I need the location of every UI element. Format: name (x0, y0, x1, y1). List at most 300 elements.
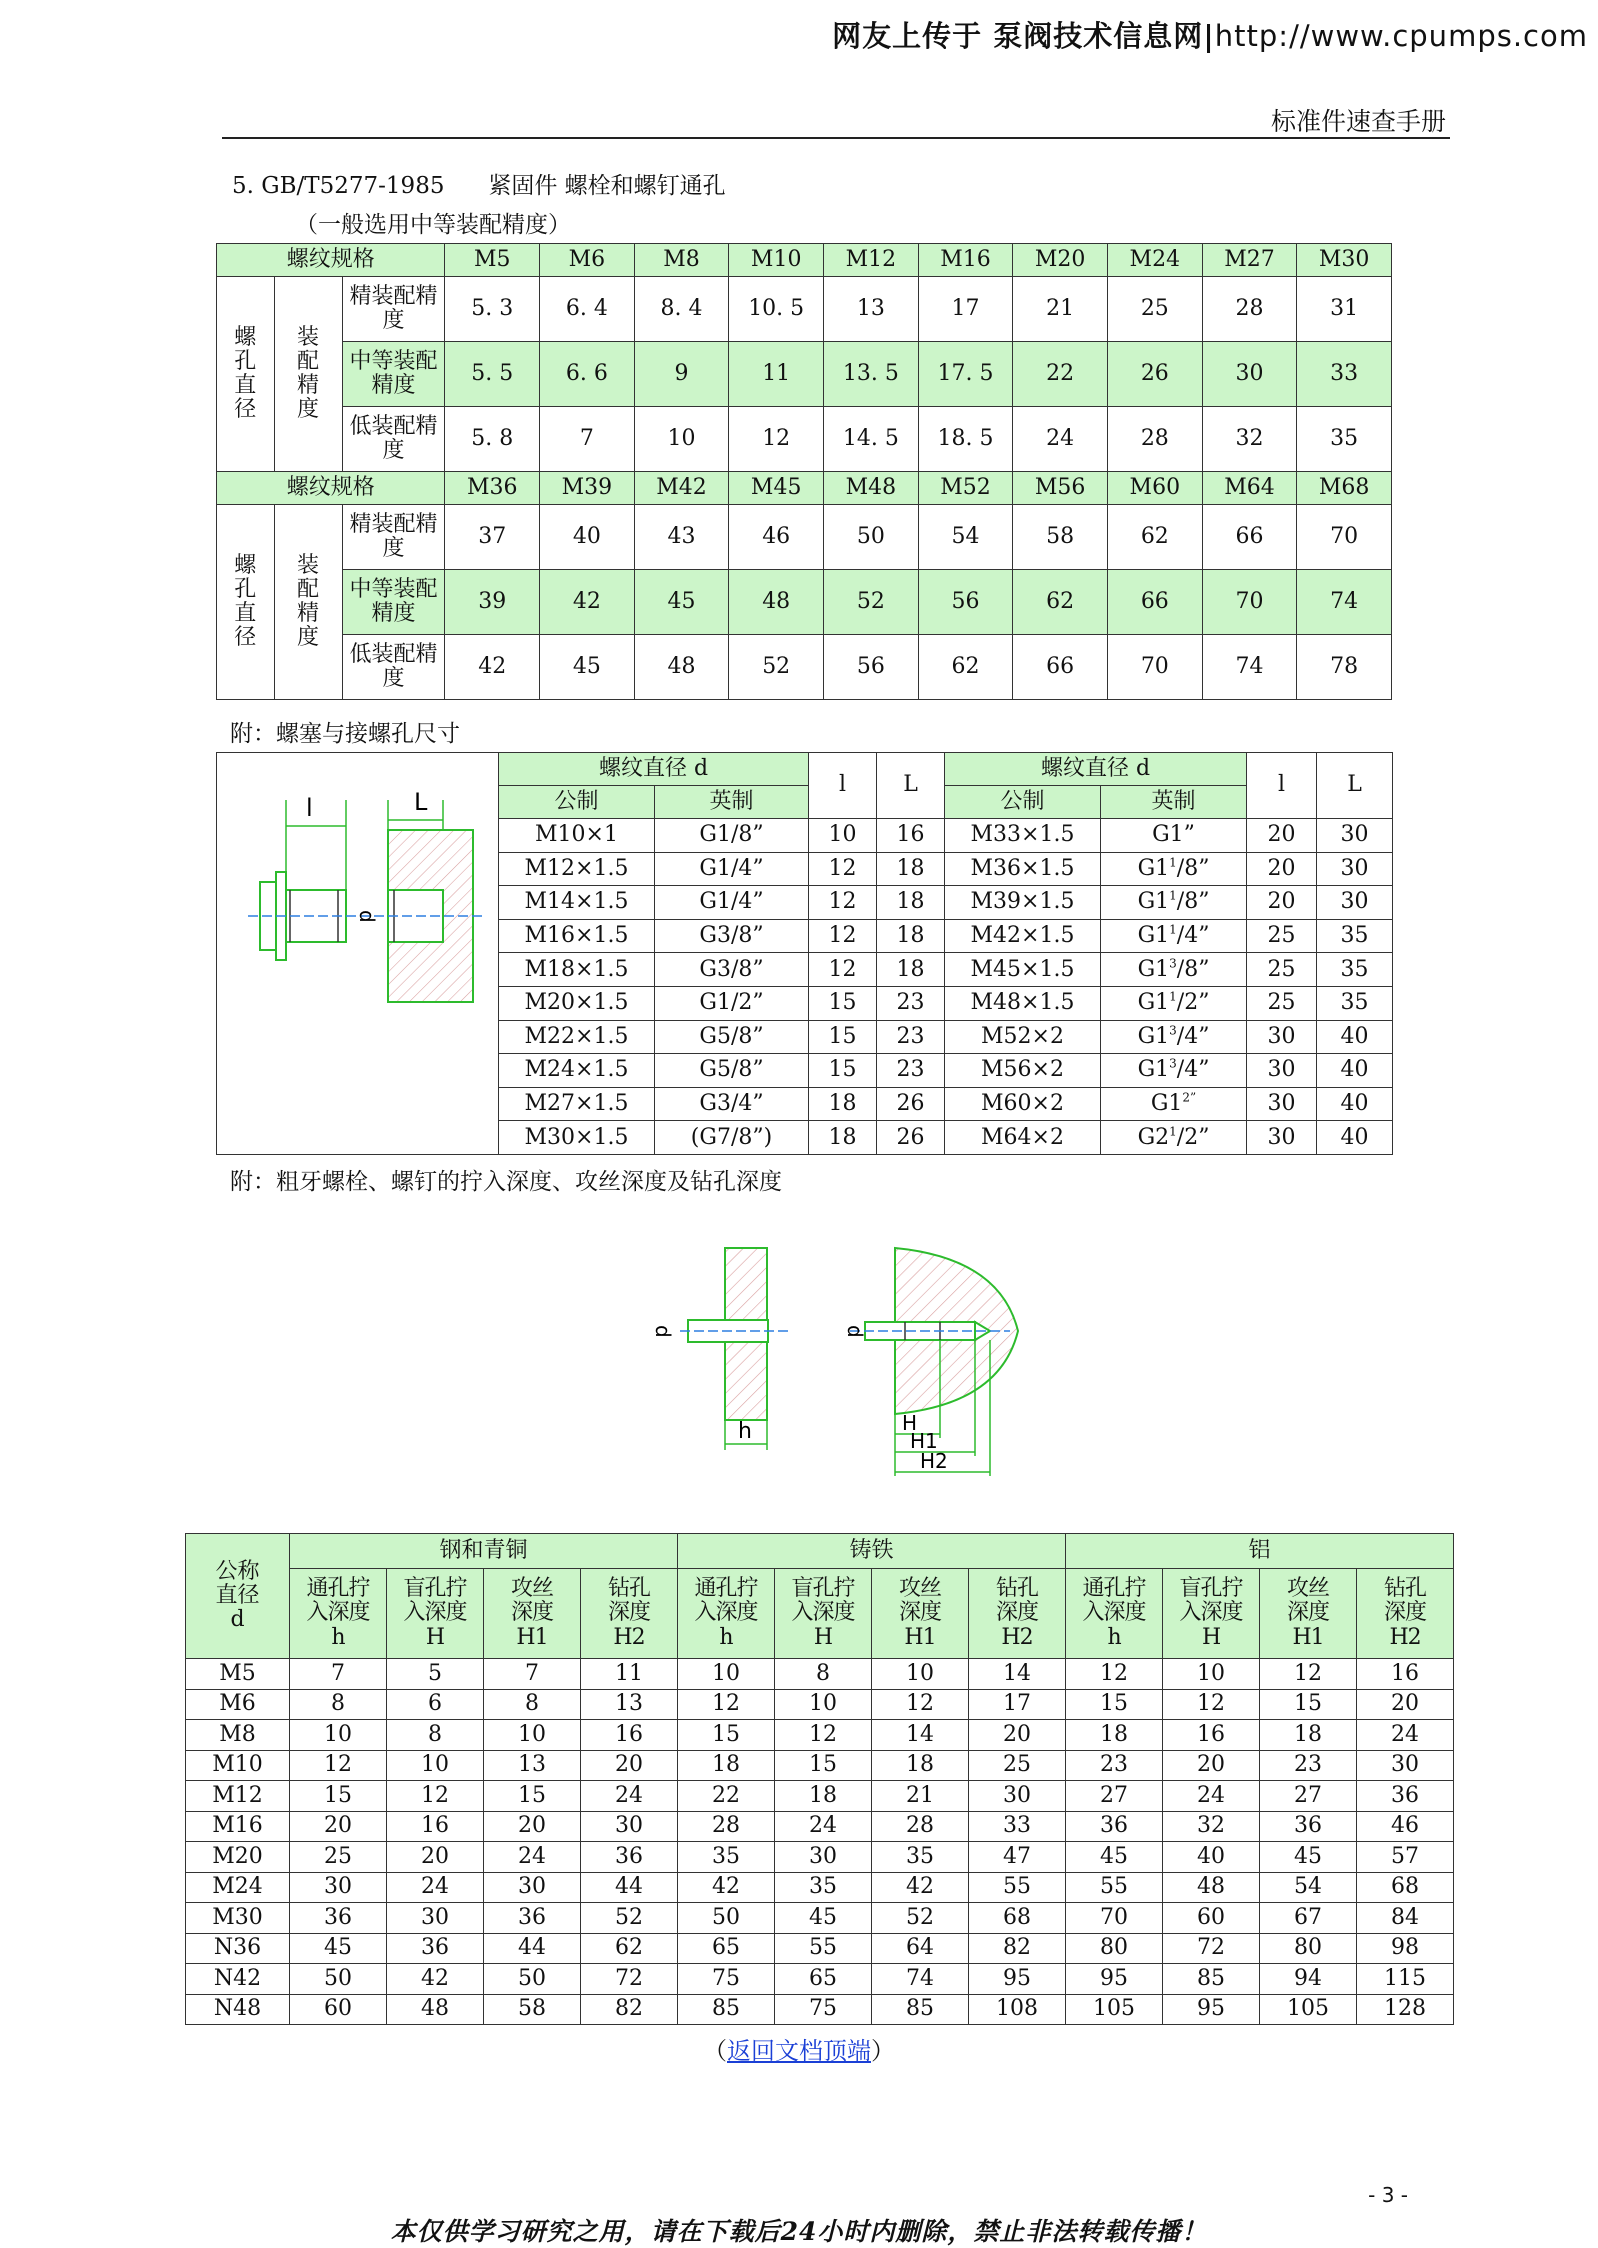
hole-value-cell: 74 (1297, 570, 1392, 635)
depth-subheader (1066, 1569, 1163, 1659)
hole-value-cell: 66 (1013, 635, 1108, 700)
depth-subheader-char: 通孔拧 (694, 1576, 758, 1602)
depth-value-cell: 30 (484, 1872, 581, 1903)
depth-value-cell: 28 (872, 1811, 969, 1842)
depth-value-cell: 20 (1357, 1689, 1454, 1720)
depth-value-cell: 24 (1357, 1720, 1454, 1751)
table-row (186, 1964, 1454, 1995)
spec-cell: M5 (445, 244, 540, 277)
fit-accuracy-label (274, 277, 342, 472)
hole-value-cell: 37 (445, 505, 540, 570)
through-hole-plate-drawing (680, 1248, 790, 1450)
depth-subheader (581, 1569, 678, 1659)
imperial-fraction-sup: 3 (1169, 956, 1177, 971)
depth-subheader-char: 入深度 (791, 1600, 855, 1626)
table-row (186, 1534, 1454, 1569)
imperial-cell: G1/8” (655, 819, 809, 853)
spec-cell: M8 (634, 244, 729, 277)
depth-value-cell: 17 (969, 1689, 1066, 1720)
table-row (186, 1903, 1454, 1934)
depth-value-cell: 57 (1357, 1842, 1454, 1873)
depth-value-cell: 24 (1163, 1781, 1260, 1812)
imperial-header: 英制 (1101, 786, 1247, 819)
L-cell: 30 (1317, 852, 1393, 886)
handbook-title: 标准件速查手册 (1270, 107, 1446, 136)
fig-label-H1: H1 (910, 1429, 938, 1453)
depth-subheader-char: H2 (1001, 1624, 1033, 1650)
hole-diameter-label-char: 螺 (234, 324, 257, 350)
depth-note: 附：粗牙螺栓、螺钉的拧入深度、攻丝深度及钻孔深度 (230, 1169, 782, 1195)
depth-value-cell: 10 (775, 1689, 872, 1720)
table-row (217, 505, 1392, 570)
imperial-cell (1101, 819, 1247, 853)
depth-value-cell: 55 (1066, 1872, 1163, 1903)
table-row (186, 1569, 1454, 1659)
imperial-cell: G1/4” (655, 886, 809, 920)
depth-subheader-char: 深度 (1287, 1600, 1330, 1626)
depth-value-cell: 10 (484, 1720, 581, 1751)
metric-header: 公制 (945, 786, 1101, 819)
hole-value-cell: 32 (1202, 407, 1297, 472)
imperial-base: G1 (1137, 855, 1170, 881)
table-row (186, 1842, 1454, 1873)
spec-label: 螺纹规格 (217, 244, 445, 277)
depth-subheader-char: 钻孔 (1384, 1576, 1427, 1602)
metric-cell: M56×2 (945, 1054, 1101, 1088)
depth-subheader (872, 1569, 969, 1659)
depth-value-cell: 20 (1163, 1750, 1260, 1781)
depth-value-cell: 44 (484, 1933, 581, 1964)
hole-value-cell: 18. 5 (918, 407, 1013, 472)
depth-value-cell: 12 (387, 1781, 484, 1812)
l-cell: 15 (809, 1054, 877, 1088)
depth-value-cell: 85 (1163, 1964, 1260, 1995)
spec-cell: M42 (634, 472, 729, 505)
depth-value-cell: 24 (581, 1781, 678, 1812)
table-row (217, 635, 1392, 700)
fit-accuracy-label-char: 精 (297, 373, 320, 398)
depth-value-cell: 25 (290, 1842, 387, 1873)
hole-value-cell: 66 (1107, 570, 1202, 635)
L-cell: 18 (877, 852, 945, 886)
depth-value-cell: 18 (775, 1781, 872, 1812)
depth-value-cell: 18 (678, 1750, 775, 1781)
depth-value-cell: 72 (1163, 1933, 1260, 1964)
fig-label-H: H (902, 1411, 918, 1435)
imperial-cell: (G7/8”) (655, 1121, 809, 1155)
depth-subheader (1260, 1569, 1357, 1659)
hole-diameter-label-char: 孔 (234, 348, 257, 374)
imperial-header: 英制 (655, 786, 809, 819)
depth-value-cell: 10 (290, 1720, 387, 1751)
hole-value-cell: 46 (729, 505, 824, 570)
thread-dia-header: 螺纹直径 d (945, 753, 1247, 786)
depth-value-cell: 12 (678, 1689, 775, 1720)
metric-cell: M33×1.5 (945, 819, 1101, 853)
fit-accuracy-label-char: 度 (297, 625, 320, 651)
metric-header: 公制 (499, 786, 655, 819)
fit-accuracy-label (274, 505, 342, 700)
metric-cell: M27×1.5 (499, 1087, 655, 1121)
depth-value-cell: 60 (290, 1994, 387, 2025)
hole-value-cell: 70 (1297, 505, 1392, 570)
depth-subheader-char: h (331, 1624, 345, 1650)
depth-value-cell: 50 (678, 1903, 775, 1934)
hole-value-cell: 70 (1202, 570, 1297, 635)
imperial-cell (1101, 1054, 1247, 1088)
depth-value-cell: 75 (678, 1964, 775, 1995)
table-row (217, 277, 1392, 342)
return-paren-open: （ (703, 2037, 727, 2065)
depth-value-cell: 20 (484, 1811, 581, 1842)
plug-figure (218, 760, 498, 1140)
return-to-top-link[interactable]: 返回文档顶端 (727, 2037, 871, 2065)
depth-value-cell: 16 (1163, 1720, 1260, 1751)
depth-subheader-char: 攻丝 (1287, 1576, 1330, 1602)
depth-value-cell: 98 (1357, 1933, 1454, 1964)
depth-value-cell: 36 (1260, 1811, 1357, 1842)
spec-cell: M36 (445, 472, 540, 505)
hole-value-cell: 62 (1013, 570, 1108, 635)
depth-value-cell: 20 (581, 1750, 678, 1781)
depth-value-cell: 47 (969, 1842, 1066, 1873)
depth-value-cell: 30 (581, 1811, 678, 1842)
l-cell: 12 (809, 852, 877, 886)
depth-value-cell: 12 (290, 1750, 387, 1781)
hole-value-cell: 5. 8 (445, 407, 540, 472)
table-row (186, 1811, 1454, 1842)
depth-value-cell: 6 (387, 1689, 484, 1720)
depth-value-cell: 95 (1163, 1994, 1260, 2025)
imperial-fraction-sup: 1 (1169, 889, 1177, 904)
table-row (217, 407, 1392, 472)
hole-value-cell: 14. 5 (824, 407, 919, 472)
depth-value-cell: 68 (1357, 1872, 1454, 1903)
L-cell: 16 (877, 819, 945, 853)
metric-cell: M14×1.5 (499, 886, 655, 920)
depth-value-cell: 48 (387, 1994, 484, 2025)
hole-diameter-label-char: 直 (234, 373, 257, 398)
spec-label: 螺纹规格 (217, 472, 445, 505)
depth-value-cell: 68 (969, 1903, 1066, 1934)
depth-value-cell: 60 (1163, 1903, 1260, 1934)
l-cell: 10 (809, 819, 877, 853)
spec-cell: M56 (1013, 472, 1108, 505)
L-cell: 23 (877, 1020, 945, 1054)
imperial-base: G1 (1150, 1090, 1183, 1116)
depth-value-cell: 20 (387, 1842, 484, 1873)
imperial-base: G2 (1137, 1124, 1170, 1150)
imperial-base: G1” (1152, 822, 1195, 848)
hole-value-cell: 39 (445, 570, 540, 635)
depth-value-cell: 45 (775, 1903, 872, 1934)
imperial-base: G1 (1137, 889, 1170, 915)
nominal-diameter-cell: M6 (186, 1689, 290, 1720)
depth-subheader-char: h (1107, 1624, 1121, 1650)
hole-value-cell: 45 (634, 570, 729, 635)
depth-value-cell: 32 (1163, 1811, 1260, 1842)
l-cell: 20 (1247, 819, 1317, 853)
depth-subheader-char: 通孔拧 (1082, 1576, 1146, 1602)
depth-value-cell: 48 (1163, 1872, 1260, 1903)
metric-cell: M48×1.5 (945, 986, 1101, 1020)
nominal-diameter-header-char: 直径 (215, 1582, 260, 1608)
depth-value-cell: 28 (678, 1811, 775, 1842)
depth-value-cell: 30 (1357, 1750, 1454, 1781)
depth-value-cell: 24 (387, 1872, 484, 1903)
imperial-cell: G3/8” (655, 919, 809, 953)
plug-note: 附：螺塞与接螺孔尺寸 (230, 721, 460, 747)
hole-diameter-label (217, 277, 275, 472)
depth-value-cell: 7 (290, 1659, 387, 1690)
material-group-header: 铝 (1066, 1534, 1454, 1569)
depth-value-cell: 46 (1357, 1811, 1454, 1842)
depth-subheader-char: 攻丝 (510, 1576, 553, 1602)
metric-cell: M16×1.5 (499, 919, 655, 953)
depth-value-cell: 23 (1260, 1750, 1357, 1781)
depth-value-cell: 80 (1066, 1933, 1163, 1964)
plug-size-table (216, 752, 1393, 1155)
fit-label: 精装配精度 (342, 277, 445, 342)
depth-value-cell: 10 (1163, 1659, 1260, 1690)
depth-subheader (1163, 1569, 1260, 1659)
nominal-diameter-cell: M20 (186, 1842, 290, 1873)
fit-accuracy-label-char: 配 (297, 348, 320, 374)
L-cell: 18 (877, 919, 945, 953)
hole-value-cell: 48 (729, 570, 824, 635)
hole-value-cell: 70 (1107, 635, 1202, 700)
imperial-base: G1 (1137, 1023, 1170, 1049)
depth-value-cell: 55 (969, 1872, 1066, 1903)
depth-subheader (484, 1569, 581, 1659)
hole-value-cell: 45 (540, 635, 635, 700)
section-title: 5. GB/T5277-1985 紧固件 螺栓和螺钉通孔 (232, 173, 726, 199)
L-cell: 30 (1317, 886, 1393, 920)
hole-value-cell: 50 (824, 505, 919, 570)
depth-value-cell: 35 (872, 1842, 969, 1873)
table-row (217, 570, 1392, 635)
table-row (186, 1781, 1454, 1812)
depth-value-cell: 45 (1260, 1842, 1357, 1873)
depth-value-cell: 24 (775, 1811, 872, 1842)
table-row (186, 1994, 1454, 2025)
imperial-cell (1101, 1020, 1247, 1054)
depth-subheader-char: 盲孔拧 (403, 1576, 467, 1602)
depth-value-cell: 84 (1357, 1903, 1454, 1934)
hole-diameter-label-char: 径 (234, 625, 257, 651)
l-cell: 30 (1247, 1121, 1317, 1155)
return-line (0, 2031, 1598, 2066)
depth-value-cell: 67 (1260, 1903, 1357, 1934)
fig-label-h: h (738, 1419, 752, 1444)
fit-label: 中等装配精度 (342, 342, 445, 407)
spec-cell: M64 (1202, 472, 1297, 505)
depth-value-cell: 21 (872, 1781, 969, 1812)
depth-value-cell: 52 (872, 1903, 969, 1934)
L-cell: 35 (1317, 919, 1393, 953)
metric-cell: M22×1.5 (499, 1020, 655, 1054)
depth-subheader-char: 深度 (510, 1600, 553, 1626)
imperial-cell (1101, 953, 1247, 987)
depth-value-cell: 72 (581, 1964, 678, 1995)
nominal-diameter-cell: M5 (186, 1659, 290, 1690)
hole-value-cell: 33 (1297, 342, 1392, 407)
depth-subheader-char: 入深度 (694, 1600, 758, 1626)
depth-value-cell: 5 (387, 1659, 484, 1690)
return-paren-close: ） (871, 2037, 895, 2065)
l-cell: 30 (1247, 1020, 1317, 1054)
spec-cell: M16 (918, 244, 1013, 277)
spec-cell: M48 (824, 472, 919, 505)
hole-value-cell: 7 (540, 407, 635, 472)
depth-value-cell: 18 (1260, 1720, 1357, 1751)
spec-cell: M45 (729, 472, 824, 505)
imperial-base: G1 (1137, 990, 1170, 1016)
hole-diameter-label (217, 505, 275, 700)
depth-value-cell: 52 (581, 1903, 678, 1934)
hole-value-cell: 17 (918, 277, 1013, 342)
depth-subheader-char: 深度 (608, 1600, 651, 1626)
l-cell: 20 (1247, 886, 1317, 920)
l-cell: 18 (809, 1087, 877, 1121)
depth-value-cell: 13 (581, 1689, 678, 1720)
depth-value-cell: 45 (290, 1933, 387, 1964)
depth-figure (640, 1238, 1060, 1486)
imperial-cell (1101, 886, 1247, 920)
depth-value-cell: 22 (678, 1781, 775, 1812)
depth-subheader-char: 钻孔 (996, 1576, 1039, 1602)
L-cell: 40 (1317, 1087, 1393, 1121)
depth-value-cell: 10 (678, 1659, 775, 1690)
fit-label: 低装配精度 (342, 635, 445, 700)
imperial-cell (1101, 1087, 1247, 1121)
hole-value-cell: 24 (1013, 407, 1108, 472)
depth-value-cell: 15 (678, 1720, 775, 1751)
depth-value-cell: 33 (969, 1811, 1066, 1842)
table-row (217, 342, 1392, 407)
table-row (217, 244, 1392, 277)
l-cell: 18 (809, 1121, 877, 1155)
depth-value-cell: 128 (1357, 1994, 1454, 2025)
section-subtitle: （一般选用中等装配精度） (295, 212, 571, 238)
hole-value-cell: 54 (918, 505, 1013, 570)
depth-value-cell: 30 (775, 1842, 872, 1873)
hole-value-cell: 42 (540, 570, 635, 635)
hole-value-cell: 35 (1297, 407, 1392, 472)
depth-subheader (775, 1569, 872, 1659)
nominal-diameter-cell: M16 (186, 1811, 290, 1842)
fig-label-d-left: d (651, 1325, 675, 1338)
depth-value-cell: 13 (484, 1750, 581, 1781)
depth-subheader-char: H2 (613, 1624, 645, 1650)
material-group-header: 铸铁 (678, 1534, 1066, 1569)
depth-subheader-char: 钻孔 (608, 1576, 651, 1602)
hole-value-cell: 56 (824, 635, 919, 700)
depth-subheader (1357, 1569, 1454, 1659)
thread-depth-table (185, 1533, 1454, 2025)
imperial-fraction-rest: /8” (1176, 855, 1210, 881)
fit-accuracy-label-char: 装 (297, 324, 320, 350)
imperial-base: G1 (1137, 922, 1170, 948)
depth-value-cell: 20 (290, 1811, 387, 1842)
depth-subheader-char: H (813, 1624, 833, 1650)
depth-subheader-char: h (719, 1624, 733, 1650)
depth-value-cell: 36 (581, 1842, 678, 1873)
depth-value-cell: 36 (1066, 1811, 1163, 1842)
metric-cell: M10×1 (499, 819, 655, 853)
site-name: 网友上传于 泵阀技术信息网 (832, 19, 1204, 53)
hole-value-cell: 11 (729, 342, 824, 407)
col-l-header: l (809, 753, 877, 819)
header-separator: | (1203, 19, 1215, 53)
nominal-diameter-header (186, 1534, 290, 1659)
depth-value-cell: 10 (872, 1659, 969, 1690)
depth-value-cell: 94 (1260, 1964, 1357, 1995)
depth-value-cell: 16 (387, 1811, 484, 1842)
depth-value-cell: 80 (1260, 1933, 1357, 1964)
L-cell: 35 (1317, 953, 1393, 987)
depth-value-cell: 42 (678, 1872, 775, 1903)
fit-label: 低装配精度 (342, 407, 445, 472)
table-row (217, 753, 1393, 786)
depth-value-cell: 12 (872, 1689, 969, 1720)
fit-label: 中等装配精度 (342, 570, 445, 635)
nominal-diameter-cell: N48 (186, 1994, 290, 2025)
plug-fig-label-l: l (305, 794, 313, 823)
plug-figure-cell (217, 753, 499, 1155)
hole-value-cell: 10 (634, 407, 729, 472)
footer-notice: 本仅供学习研究之用，请在下载后24小时内删除，禁止非法转载传播！ (390, 2217, 1208, 2246)
imperial-cell: G1/2” (655, 986, 809, 1020)
depth-subheader-char: H2 (1389, 1624, 1421, 1650)
hole-diameter-label-char: 孔 (234, 576, 257, 602)
hole-value-cell: 5. 5 (445, 342, 540, 407)
imperial-fraction-sup: 1 (1169, 989, 1177, 1004)
depth-value-cell: 45 (1066, 1842, 1163, 1873)
l-cell: 25 (1247, 953, 1317, 987)
depth-value-cell: 74 (872, 1964, 969, 1995)
depth-value-cell: 70 (1066, 1903, 1163, 1934)
depth-value-cell: 12 (1260, 1659, 1357, 1690)
fit-accuracy-label-char: 配 (297, 576, 320, 602)
depth-value-cell: 35 (678, 1842, 775, 1873)
spec-cell: M52 (918, 472, 1013, 505)
site-url[interactable]: http://www.cpumps.com (1214, 19, 1588, 53)
spec-cell: M27 (1202, 244, 1297, 277)
hole-value-cell: 6. 4 (540, 277, 635, 342)
depth-subheader (290, 1569, 387, 1659)
spec-cell: M10 (729, 244, 824, 277)
table-row (217, 472, 1392, 505)
hole-value-cell: 26 (1107, 342, 1202, 407)
depth-subheader-char: H1 (904, 1624, 936, 1650)
depth-value-cell: 15 (1066, 1689, 1163, 1720)
hole-value-cell: 28 (1202, 277, 1297, 342)
depth-subheader-char: 深度 (1384, 1600, 1427, 1626)
depth-value-cell: 15 (290, 1781, 387, 1812)
hole-value-cell: 78 (1297, 635, 1392, 700)
depth-value-cell: 44 (581, 1872, 678, 1903)
depth-value-cell: 55 (775, 1933, 872, 1964)
depth-subheader (678, 1569, 775, 1659)
l-cell: 30 (1247, 1054, 1317, 1088)
metric-cell: M30×1.5 (499, 1121, 655, 1155)
depth-subheader (387, 1569, 484, 1659)
thread-dia-header: 螺纹直径 d (499, 753, 809, 786)
depth-subheader-char: 盲孔拧 (1179, 1576, 1243, 1602)
L-cell: 18 (877, 953, 945, 987)
l-cell: 25 (1247, 986, 1317, 1020)
